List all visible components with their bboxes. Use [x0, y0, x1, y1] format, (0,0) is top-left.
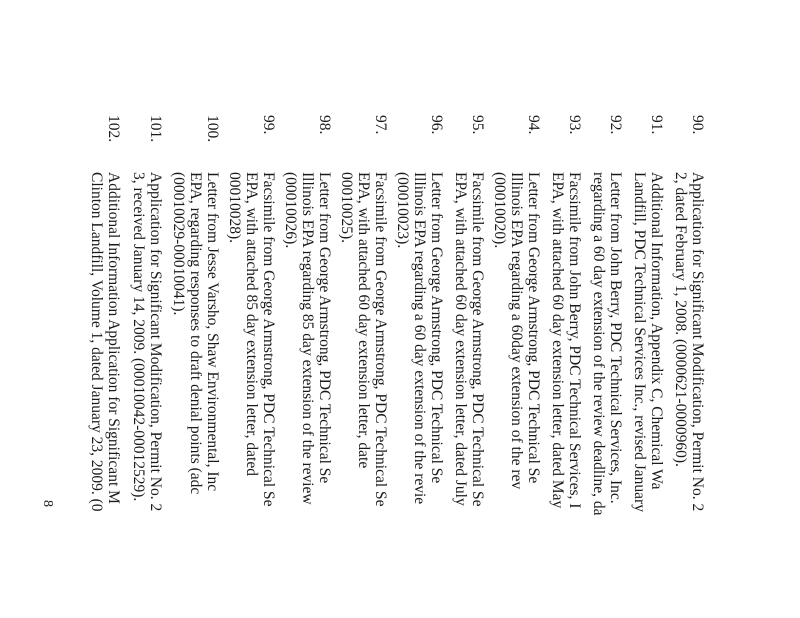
exhibit-text-line: Facsimile from George Armstrong, PDC Technical Se [260, 172, 277, 507]
exhibit-text-line: EPA, with attached 60 day extension letter, date [355, 172, 372, 469]
exhibit-text-line: Facsimile from John Berry, PDC Technical Services, I [566, 172, 583, 509]
exhibit-text-line: Illinois EPA regarding a 60 day extension of the revie [411, 172, 428, 505]
exhibit-text-line: Facsimile from George Armstrong, PDC Technical Se [372, 172, 389, 507]
exhibit-text-line: Landfill, PDC Technical Services Inc., revised January [631, 172, 648, 512]
exhibit-text-line: Letter from John Berry, PDC Technical Services, Inc. [607, 172, 624, 504]
exhibit-text-line: Letter from George Armstrong, PDC Technical Se [428, 172, 445, 484]
exhibit-text-line: 3, received January 14, 2009. (00010042-00012529). [130, 172, 147, 502]
exhibit-number: 99. [260, 115, 277, 135]
exhibit-number: 91. [648, 115, 665, 135]
exhibit-text-line: (00010020). [491, 172, 508, 249]
exhibit-text-line: Additional Information Application for Significant M [105, 172, 122, 504]
exhibit-number: 93. [566, 115, 583, 135]
exhibit-text-line: EPA, regarding responses to draft denial points (adc [187, 172, 204, 495]
exhibit-text-line: (00010029-00010041). [170, 172, 187, 316]
exhibit-number: 98. [316, 115, 333, 135]
exhibit-text-line: Letter from George Armstrong, PDC Technical Se [525, 172, 542, 484]
exhibit-text-line: 2, dated February 1, 2008. (0000621-0000960). [672, 172, 689, 467]
exhibit-number: 95. [469, 115, 486, 135]
exhibit-text-line: Application for Significant Modification, Permit No. 2 [689, 172, 706, 512]
exhibit-text-line: EPA, with attached 85 day extension letter, dated [243, 172, 260, 476]
exhibit-text-line: Additional Information, Appendix C, Chemical Wa [648, 172, 665, 490]
exhibit-text-line: 00010028). [226, 172, 243, 244]
exhibit-text-line: Clinton Landfill, Volume 1, dated January 23, 2009. (0 [88, 172, 105, 512]
exhibit-text-line: regarding a 60 day extension of the review deadline, da [590, 172, 607, 516]
exhibit-text-line: 00010025). [338, 172, 355, 244]
exhibit-text-line: EPA, with attached 60 day extension letter, dated May [549, 172, 566, 509]
exhibit-text-line: (00010026). [282, 172, 299, 249]
exhibit-text-line: Letter from Jesse Varsho, Shaw Environmental, Inc [204, 172, 221, 492]
exhibit-number: 96. [428, 115, 445, 135]
exhibit-text-line: (00010023). [394, 172, 411, 249]
exhibit-number: 101. [147, 115, 164, 143]
exhibit-text-line: EPA, with attached 60 day extension letter, dated July [452, 172, 469, 506]
exhibit-text-line: Illinois EPA regarding 85 day extension of the review [299, 172, 316, 505]
exhibit-number: 100. [204, 115, 221, 143]
exhibit-text-line: Facsimile from George Armstrong, PDC Technical Se [469, 172, 486, 507]
exhibit-number: 102. [105, 115, 122, 143]
exhibit-number: 90. [689, 115, 706, 135]
exhibit-number: 92. [607, 115, 624, 135]
exhibit-number: 97. [372, 115, 389, 135]
exhibit-text-line: Application for Significant Modification, Permit No. 2 [147, 172, 164, 512]
exhibit-text-line: Illinois EPA regarding a 60day extension of the rev [508, 172, 525, 490]
exhibit-text-line: Letter from George Armstrong, PDC Technical Se [316, 172, 333, 484]
page-number: 8 [40, 500, 55, 507]
exhibit-number: 94. [525, 115, 542, 135]
